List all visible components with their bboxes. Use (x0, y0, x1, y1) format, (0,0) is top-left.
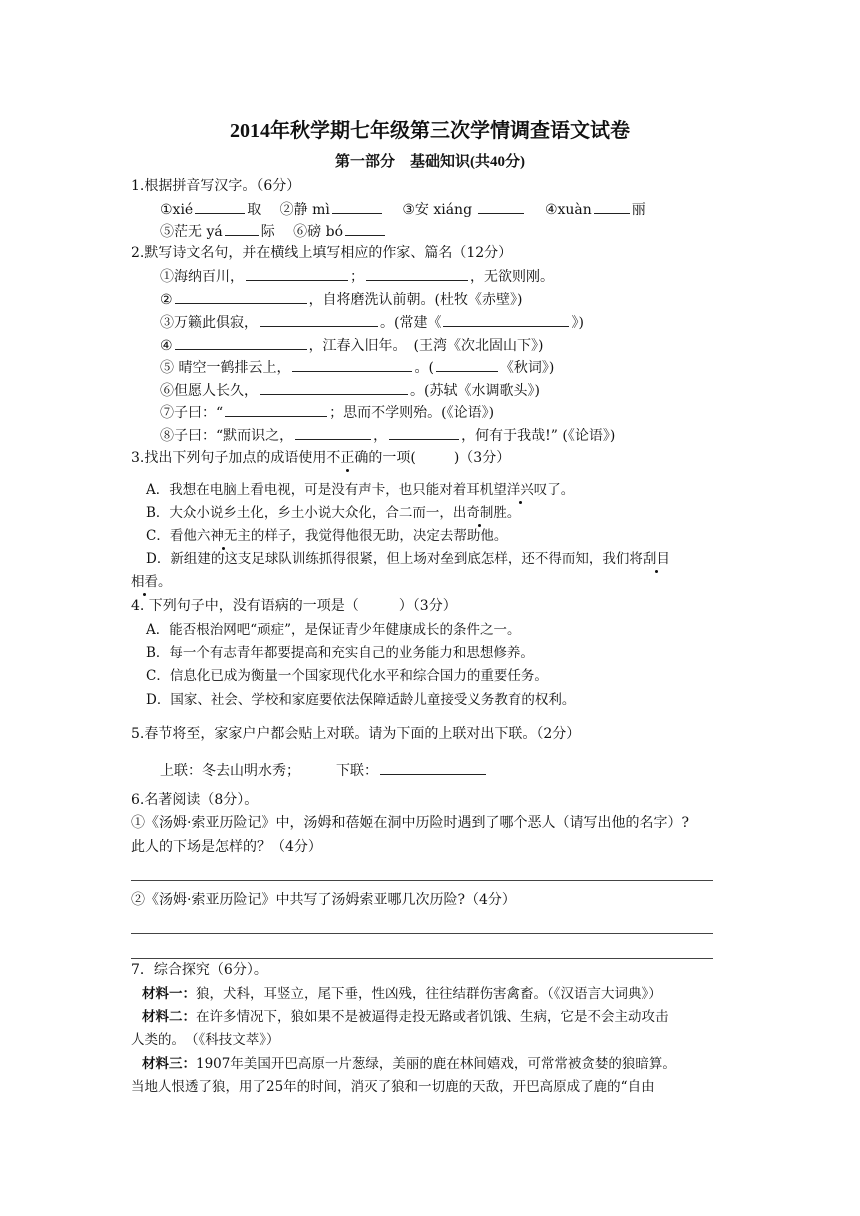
q4-option-b: B．每一个有志青年都要提高和充实自己的业务能力和思想修养。 (146, 645, 534, 661)
q5-heading: 5.春节将至，家家户户都会贴上对联。请为下面的上联对出下联。（2分） (131, 726, 581, 742)
q3-option-c: C．看他六神无主的样子，我觉得他很无助，决定去帮助他。 (146, 528, 508, 544)
q6-heading: 6.名著阅读（8分）。 (131, 792, 259, 808)
q1-heading: 1.根据拼音写汉字。（6分） (131, 178, 301, 194)
q2-line6: ⑥但愿人长久， 。(苏轼《水调歌头》) (160, 380, 540, 401)
q4-option-c: C．信息化已成为衡量一个国家现代化水平和综合国力的重要任务。 (146, 668, 548, 684)
q5-couplet: 上联：冬去山明水秀； 下联： (160, 760, 488, 781)
page-title: 2014年秋学期七年级第三次学情调查语文试卷 (230, 120, 630, 142)
q7-material-2: 材料二：在许多情况下，狼如果不是被逼得走投无路或者饥饿、生病，它是不会主动攻击 (142, 1009, 669, 1025)
answer-blank[interactable] (443, 312, 569, 327)
answer-blank[interactable] (366, 266, 468, 281)
q7-material-2-cont: 人类的。 （《科技文萃》） (131, 1032, 280, 1048)
q6-question1: ①《汤姆·索亚历险记》中，汤姆和蓓姬在洞中历险时遇到了哪个恶人（请写出他的名字）? (131, 815, 689, 831)
answer-blank[interactable] (260, 312, 378, 327)
q7-material-3-cont: 当地人恨透了狼，用了25年的时间，消灭了狼和一切鹿的天敌，开巴高原成了鹿的“自由 (131, 1079, 655, 1095)
answer-blank[interactable] (594, 199, 630, 214)
q4-option-a: A．能否根治网吧“顽症”，是保证青少年健康成长的条件之一。 (146, 622, 521, 638)
answer-blank[interactable] (478, 199, 524, 214)
answer-blank[interactable] (246, 266, 348, 281)
q4-heading: 4. 下列句子中，没有语病的一项是（ ）（3分） (131, 598, 457, 614)
q2-line4: ④ ，江春入旧年。 (王湾《次北固山下》) (160, 335, 544, 356)
q3-option-d: D．新组建的这支足球队训练抓得很紧，但上场对垒到底怎样，还不得而知，我们将刮目 (146, 551, 670, 567)
answer-blank[interactable] (195, 199, 245, 214)
q7-material-3: 材料三：1907年美国开巴高原一片葱绿，美丽的鹿在林间嬉戏，可常常被贪婪的狼暗算。 (142, 1056, 676, 1072)
q7-heading: 7．综合探究（6分）。 (131, 962, 268, 978)
answer-blank[interactable] (225, 221, 259, 236)
q2-line2: ② ，自将磨洗认前朝。(杜牧《赤壁》) (160, 289, 523, 310)
q4-option-d: D．国家、社会、学校和家庭要依法保障适龄儿童接受义务教育的权利。 (146, 692, 576, 708)
q1-row2: ⑤茫无 yá 际 ⑥磅 bó (160, 221, 387, 242)
answer-blank[interactable] (295, 425, 371, 440)
q2-heading: 2.默写诗文名句，并在横线上填写相应的作家、篇名（12分） (131, 245, 513, 261)
q6-question2: ②《汤姆·索亚历险记》中共写了汤姆索亚哪几次历险?（4分） (131, 892, 516, 908)
q1-row1: ①xié 取 ②静 mì ③安 xiáng ④xuàn 丽 (160, 199, 646, 220)
answer-blank[interactable] (332, 199, 382, 214)
answer-blank[interactable] (436, 357, 498, 372)
q7-material-1: 材料一：狼，犬科，耳竖立，尾下垂，性凶残，往往结群伤害禽畜。（《汉语言大词典》） (142, 986, 662, 1002)
answer-blank[interactable] (345, 221, 385, 236)
answer-blank[interactable] (175, 335, 307, 350)
answer-line[interactable] (131, 933, 713, 934)
part-heading: 第一部分 基础知识(共40分) (335, 154, 525, 170)
answer-blank[interactable] (380, 760, 486, 775)
answer-line[interactable] (131, 880, 713, 881)
q2-line1: ①海纳百川， ； ，无欲则刚。 (160, 266, 554, 287)
answer-blank[interactable] (225, 402, 327, 417)
q2-line7: ⑦子曰：“ ；思而不学则殆。(《论语》) (160, 402, 494, 423)
q2-line5: ⑤ 晴空一鹤排云上， 。( 《秋词》) (160, 357, 554, 378)
answer-line[interactable] (131, 958, 713, 959)
answer-blank[interactable] (260, 380, 408, 395)
q2-line8: ⑧子曰：“默而识之， ， ，何有于我哉!” (《论语》) (160, 425, 615, 446)
answer-blank[interactable] (175, 289, 307, 304)
q3-heading: 3.找出下列句子加点的成语使用不正确的一项( )（3分） (131, 450, 511, 466)
q6-question1-cont: 此人的下场是怎样的？（4分） (131, 839, 322, 855)
q3-option-b: B．大众小说乡土化，乡土小说大众化，合二而一，出奇制胜。 (146, 505, 521, 521)
q2-line3: ③万籁此俱寂， 。(常建《 》) (160, 312, 584, 333)
answer-blank[interactable] (292, 357, 412, 372)
q3-option-d-cont: 相看。 (131, 574, 172, 590)
answer-blank[interactable] (389, 425, 459, 440)
q3-option-a: A．我想在电脑上看电视，可是没有声卡，也只能对着耳机望洋兴叹了。 (146, 482, 575, 498)
